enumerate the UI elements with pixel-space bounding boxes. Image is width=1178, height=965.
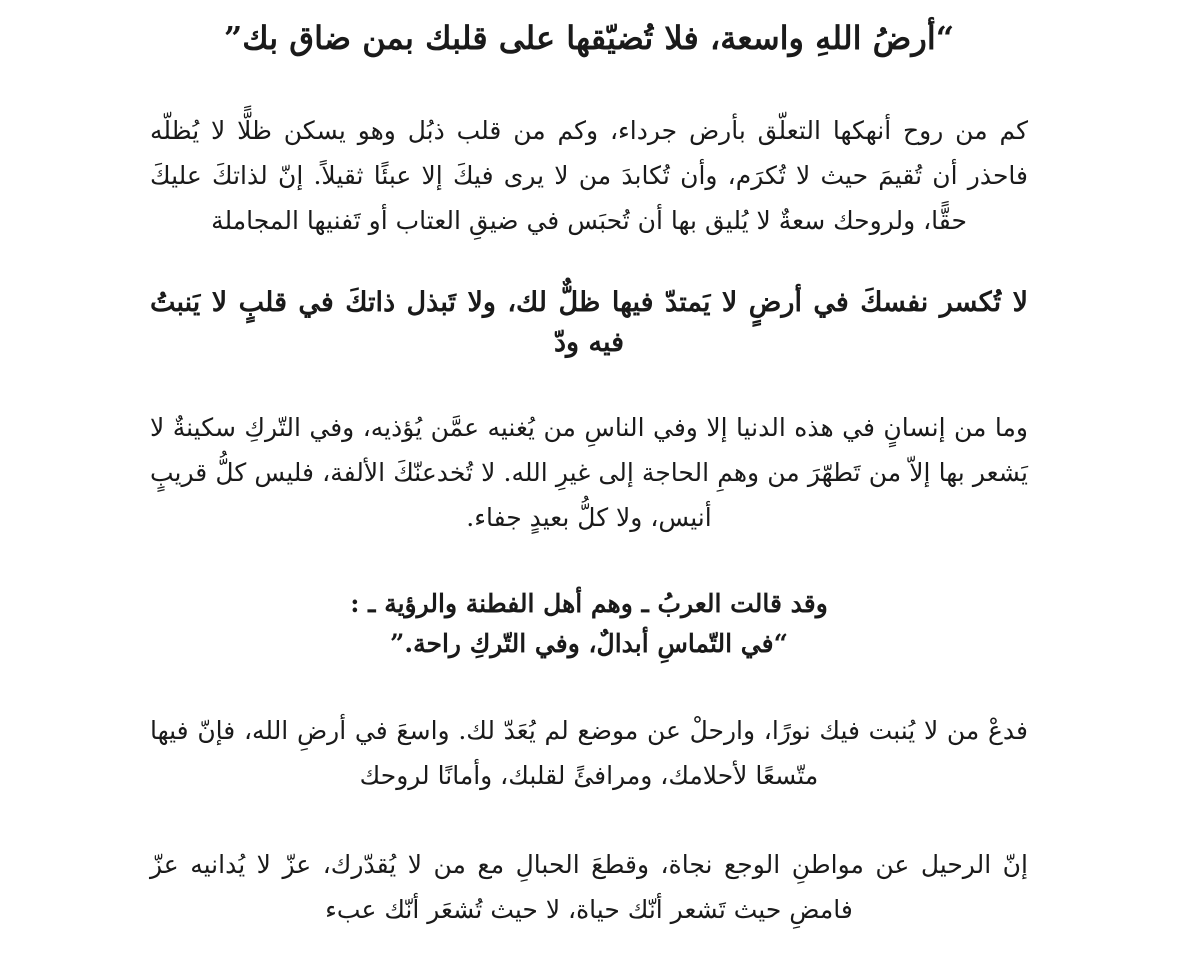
arab-saying-block xyxy=(150,584,1028,664)
saying-quote: “في التّماسِ أبدالٌ، وفي التّركِ راحة.” xyxy=(390,629,788,658)
paragraph-3: وما من إنسانٍ في هذه الدنيا إلا وفي الناسِ من يُغنيه عمَّن يُؤذيه، وفي التّركِ سكينةٌ لا يَشعر بها إلاّ من تَطهّرَ من وهمِ الحاجة إلى غيرِ الله. لا تُخدعنّكَ الألفة، فليس كلُّ قريبٍ أنيس، ولا كلُّ بعيدٍ جفاء. xyxy=(150,413,1028,532)
spacer xyxy=(150,243,1028,283)
document-title: “أرضُ اللهِ واسعة، فلا تُضيّقها على قلبك بمن ضاق بك” xyxy=(223,19,955,57)
spacer xyxy=(150,363,1028,405)
spacer xyxy=(150,798,1028,842)
paragraph-4: فدعْ من لا يُنبت فيك نورًا، وارحلْ عن موضع لم يُعَدّ لك. واسعَ في أرضِ الله، فإنّ فيها متّسعًا لأحلامك، ومرافئً لقلبك، وأمانًا لروحك xyxy=(150,716,1028,790)
spacer xyxy=(150,664,1028,708)
paragraph-5: إنّ الرحيل عن مواطنِ الوجع نجاة، وقطعَ الحبالِ مع من لا يُقدّرك، عزّ لا يُدانيه عزّ فامضِ حيث تَشعر أنّك حياة، لا حيث تُشعَر أنّك عبء xyxy=(150,850,1028,924)
paragraph-1: كم من روح أنهكها التعلّق بأرض جرداء، وكم من قلب ذبُل وهو يسكن ظلًّا لا يُظلّه فاحذر أن تُقيمَ حيث لا تُكرَم، وأن تُكابدَ من لا يرى فيكَ إلا عبئًا ثقيلاً. إنّ لذاتكَ عليكَ حقًّا، ولروحك سعةٌ لا يُليق بها أن تُحبَس في ضيقِ العتاب أو تَفنيها المجاملة xyxy=(150,116,1028,235)
spacer xyxy=(150,540,1028,584)
paragraph-2-bold: لا تُكسر نفسكَ في أرضٍ لا يَمتدّ فيها ظلٌّ لك، ولا تَبذل ذاتكَ في قلبٍ لا يَنبتُ فيه ودّ xyxy=(150,287,1028,358)
saying-intro: وقد قالت العربُ ـ وهم أهل الفطنة والرؤية ـ : xyxy=(350,589,828,618)
